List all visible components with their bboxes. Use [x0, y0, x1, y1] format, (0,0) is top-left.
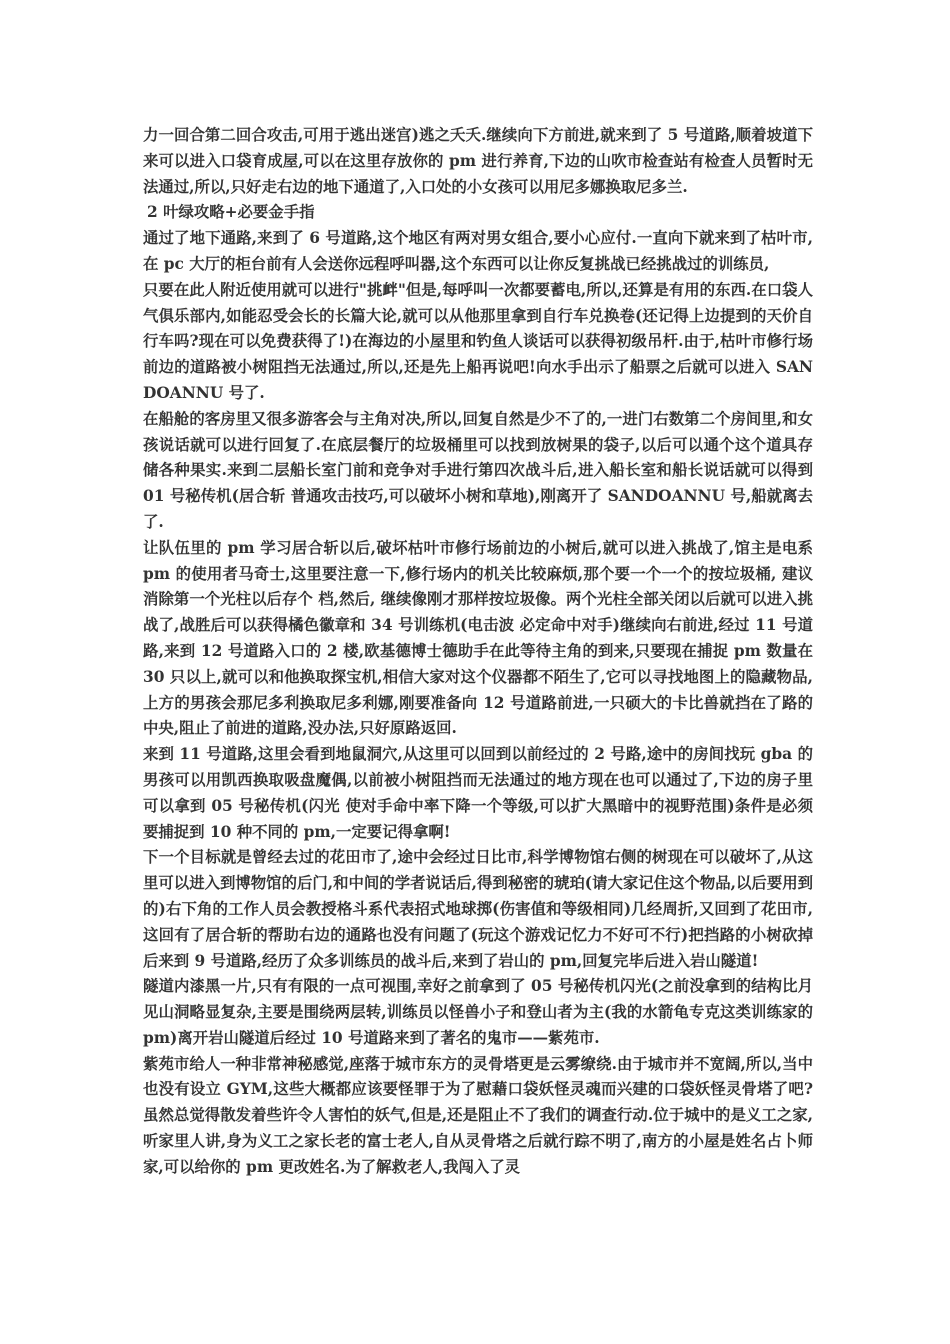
- paragraph-8: 隧道内漆黑一片,只有有限的一点可视围,幸好之前拿到了 05 号秘传机闪光(之前没拿到的结构比月见山洞略显复杂,主要是围绕两层转,训练员以怪兽小子和登山者为主(我的水箭龟专克这类训练家的 pm)离开岩山隧道后经过 10 号道路来到了著名的鬼市——紫苑市.: [143, 977, 813, 1047]
- section-heading: 2 叶绿攻略+必要金手指: [147, 203, 315, 222]
- paragraph-5: 让队伍里的 pm 学习居合斩以后,破坏枯叶市修行场前边的小树后,就可以进入挑战了,馆主是电系 pm 的使用者马奇士,这里要注意一下,修行场内的机关比较麻烦,那个要一个一个的按垃圾桶, 建议消除第一个光柱以后存个 档,然后, 继续像刚才那样按垃圾像。两个光柱全部关闭以后就可以进入挑战了,战胜后可以获得橘色徽章和 34 号训练机(电击波 必定命中对手)继续向右前进,经过 11 号道路,来到 12 号道路入口的 2 楼,欧基德博士德助手在此等待主角的到来,只要现在捕捉 pm 数量在 30 只以上,就可以和他换取探宝机,相信大家对这个仪器都不陌生了,它可以寻找地图上的隐藏物品,上方的男孩会那尼多利换取尼多利娜,刚要准备向 12 号道路前进,一只硕大的卡比兽就挡在了路的中央,阻止了前进的道路,没办法,只好原路返回.: [143, 538, 813, 738]
- paragraph-9: 紫苑市给人一种非常神秘感觉,座落于城市东方的灵骨塔更是云雾缭绕.由于城市并不宽阔,所以,当中也没有设立 GYM,这些大概都应该要怪罪于为了慰藉口袋妖怪灵魂而兴建的口袋妖怪灵骨塔了吧?虽然总觉得散发着些许令人害怕的妖气,但是,还是阻止不了我们的调查行动.位于城中的是义工之家,听家里人讲,身为义工之家长老的富士老人,自从灵骨塔之后就行踪不明了,南方的小屋是姓名占卜师家,可以给你的 pm 更改姓名.为了解救老人,我闯入了灵: [143, 1054, 813, 1176]
- paragraph-6: 来到 11 号道路,这里会看到地鼠洞穴,从这里可以回到以前经过的 2 号路,途中的房间找玩 gba 的男孩可以用凯西换取吸盘魔偶,以前被小树阻挡而无法通过的地方现在也可以通过了,下边的房子里可以拿到 05 号秘传机(闪光 使对手命中率下降一个等级,可以扩大黑暗中的视野范围)条件是必须要捕捉到 10 种不同的 pm,一定要记得拿啊!: [143, 745, 813, 841]
- paragraph-1: 力一回合第二回合攻击,可用于逃出迷宫)逃之夭夭.继续向下方前进,就来到了 5 号道路,顺着坡道下来可以进入口袋育成屋,可以在这里存放你的 pm 进行养育,下边的山吹市检查站有检查人员暂时无法通过,所以,只好走右边的地下通道了,入口处的小女孩可以用尼多娜换取尼多兰.: [143, 126, 813, 196]
- paragraph-3: 只要在此人附近使用就可以进行"挑衅"但是,每呼叫一次都要蓄电,所以,还算是有用的东西.在口袋人气俱乐部内,如能忍受会长的长篇大论,就可以从他那里拿到自行车兑换卷(还记得上边提到的天价自行车吗?现在可以免费获得了!)在海边的小屋里和钓鱼人谈话可以获得初级吊杆.由于,枯叶市修行场前边的道路被小树阻挡无法通过,所以,还是先上船再说吧!向水手出示了船票之后就可以进入 SANDOANNU 号了.: [143, 280, 813, 402]
- paragraph-2: 通过了地下通路,来到了 6 号道路,这个地区有两对男女组合,要小心应付.一直向下就来到了枯叶市,在 pc 大厅的柜台前有人会送你远程呼叫器,这个东西可以让你反复挑战已经挑战过的训练员,: [143, 229, 813, 273]
- paragraph-7: 下一个目标就是曾经去过的花田市了,途中会经过日比市,科学博物馆右侧的树现在可以破坏了,从这里可以进入到博物馆的后门,和中间的学者说话后,得到秘密的琥珀(请大家记住这个物品,以后要用到的)右下角的工作人员会教授格斗系代表招式地球掷(伤害值和等级相同)几经周折,又回到了花田市,这回有了居合斩的帮助右边的通路也没有问题了(玩这个游戏记忆力不好可不行)把挡路的小树砍掉后来到 9 号道路,经历了众多训练员的战斗后,来到了岩山的 pm,回复完毕后进入岩山隧道!: [143, 848, 813, 970]
- paragraph-4: 在船舱的客房里又很多游客会与主角对决,所以,回复自然是少不了的,一进门右数第二个房间里,和女孩说话就可以进行回复了.在底层餐厅的垃圾桶里可以找到放树果的袋子,以后可以通个这个道具存储各种果实.来到二层船长室门前和竞争对手进行第四次战斗后,进入船长室和船长说话就可以得到 01 号秘传机(居合斩 普通攻击技巧,可以破坏小树和草地),刚离开了 SANDOANNU 号,船就离去了.: [143, 409, 813, 531]
- document-page: [143, 123, 813, 1181]
